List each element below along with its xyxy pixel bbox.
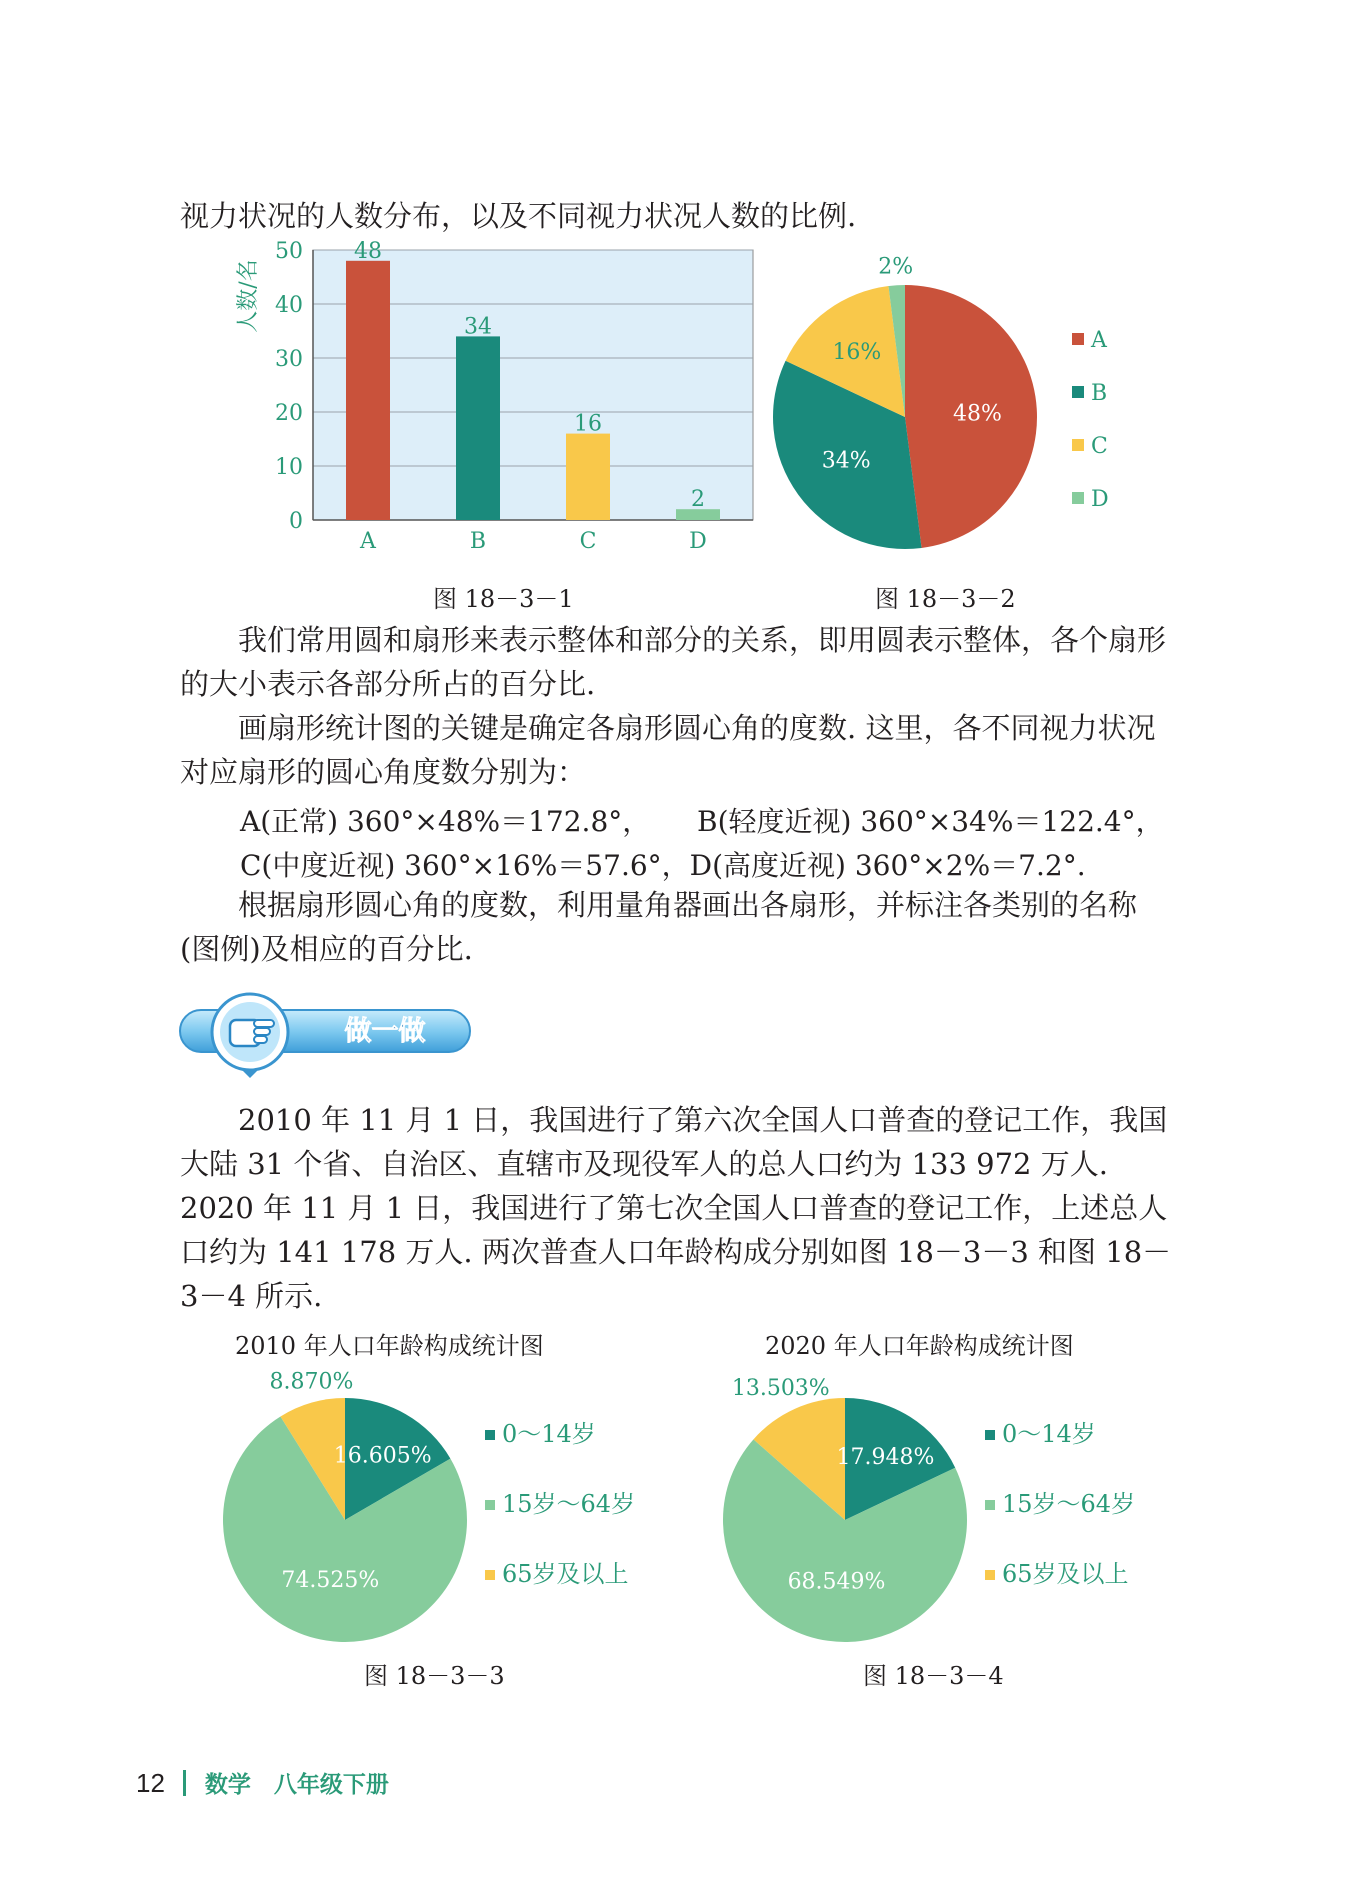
page-footer	[136, 1766, 389, 1799]
x-tick-label: B	[469, 529, 487, 554]
legend-swatch	[485, 1570, 495, 1580]
pie-chart-2010	[210, 1360, 680, 1660]
y-tick-label: 0	[289, 509, 303, 534]
legend-swatch	[985, 1500, 995, 1510]
figure-caption-2: 图 18－3－2	[875, 585, 1016, 613]
slice-label: 68.549%	[787, 1569, 886, 1595]
do-it-banner	[178, 990, 478, 1080]
x-tick-label: C	[579, 529, 597, 554]
pie-chart-2020	[710, 1360, 1180, 1660]
formula-a: A(正常) 360°×48%＝172.8°，	[240, 805, 651, 838]
x-tick-label: D	[689, 529, 707, 554]
y-axis-label: 人数/名	[236, 259, 261, 333]
chart-title-2010: 2010 年人口年龄构成统计图	[235, 1332, 544, 1360]
paragraph-census: 2010 年 11 月 1 日，我国进行了第六次全国人口普查的登记工作，我国大陆 31 个省、自治区、直辖市及现役军人的总人口约为 133 972 万人. 2020 年 11 月 1 日，我国进行了第七次全国人口普查的登记工作，上述总人口约为 141 178 万人. 两次普查人口年龄构成分别如图 18－3－3 和图 18－3－4 所示.	[180, 1103, 1172, 1313]
slice-label: 34%	[821, 448, 871, 474]
y-tick-label: 40	[275, 293, 303, 318]
legend-label: 15岁～64岁	[1002, 1490, 1136, 1518]
bar-value-label: 2	[691, 487, 705, 513]
legend-swatch	[1072, 492, 1084, 504]
legend-swatch	[1072, 386, 1084, 398]
legend-label: D	[1091, 487, 1109, 512]
chart-title-2020: 2020 年人口年龄构成统计图	[765, 1332, 1074, 1360]
paragraph-central-angle: 画扇形统计图的关键是确定各扇形圆心角的度数. 这里，各不同视力状况对应扇形的圆心角度数分别为：	[180, 711, 1156, 789]
legend-label: B	[1091, 381, 1108, 406]
legend-label: 0～14岁	[1002, 1420, 1096, 1448]
paragraph-protractor: 根据扇形圆心角的度数，利用量角器画出各扇形，并标注各类别的名称(图例)及相应的百分比.	[180, 888, 1138, 966]
legend-swatch	[1072, 333, 1084, 345]
y-tick-label: 10	[275, 455, 303, 480]
y-tick-label: 20	[275, 401, 303, 426]
bar-c	[566, 434, 610, 520]
page-number: 12	[136, 1768, 165, 1798]
legend-swatch	[985, 1430, 995, 1440]
legend-label: 0～14岁	[502, 1420, 596, 1448]
legend-label: 15岁～64岁	[502, 1490, 636, 1518]
legend-label: C	[1091, 434, 1108, 459]
legend-swatch	[985, 1570, 995, 1580]
banner-label: 做一做	[344, 1016, 426, 1047]
y-tick-label: 30	[275, 347, 303, 372]
legend-label: A	[1091, 328, 1107, 353]
legend-label: 65岁及以上	[502, 1560, 629, 1588]
bar-value-label: 48	[354, 238, 382, 264]
x-tick-label: A	[360, 529, 376, 554]
y-tick-label: 50	[275, 239, 303, 264]
book-title: 数学 八年级下册	[204, 1771, 389, 1797]
slice-label: 74.525%	[281, 1568, 380, 1594]
slice-label: 2%	[878, 254, 914, 280]
figure-caption-3: 图 18－3－3	[364, 1662, 505, 1690]
slice-label: 13.503%	[731, 1375, 830, 1401]
paragraph-circle-sector: 我们常用圆和扇形来表示整体和部分的关系，即用圆表示整体，各个扇形的大小表示各部分所占的百分比.	[180, 623, 1167, 701]
pie-chart-vision	[760, 245, 1160, 565]
figure-caption-1: 图 18－3－1	[433, 585, 574, 613]
legend-swatch	[485, 1500, 495, 1510]
figure-caption-4: 图 18－3－4	[863, 1662, 1004, 1690]
intro-text: 视力状况的人数分布，以及不同视力状况人数的比例.	[180, 199, 857, 233]
formula-c-d: C(中度近视) 360°×16%＝57.6°，D(高度近视) 360°×2%＝7.2°.	[240, 849, 1086, 882]
legend-swatch	[1072, 439, 1084, 451]
slice-label: 48%	[953, 401, 1002, 427]
slice-label: 16.605%	[333, 1443, 432, 1469]
formula-b: B(轻度近视) 360°×34%＝122.4°，	[697, 805, 1164, 838]
bar-chart-vision	[225, 238, 770, 558]
bar-b	[456, 336, 500, 520]
bar-a	[346, 261, 390, 520]
legend-label: 65岁及以上	[1002, 1560, 1129, 1588]
footer-divider	[183, 1770, 186, 1796]
bar-value-label: 34	[464, 314, 492, 340]
legend-swatch	[485, 1430, 495, 1440]
slice-label: 8.870%	[269, 1369, 354, 1395]
slice-label: 17.948%	[836, 1445, 935, 1471]
bar-value-label: 16	[574, 411, 602, 437]
slice-label: 16%	[832, 339, 882, 365]
